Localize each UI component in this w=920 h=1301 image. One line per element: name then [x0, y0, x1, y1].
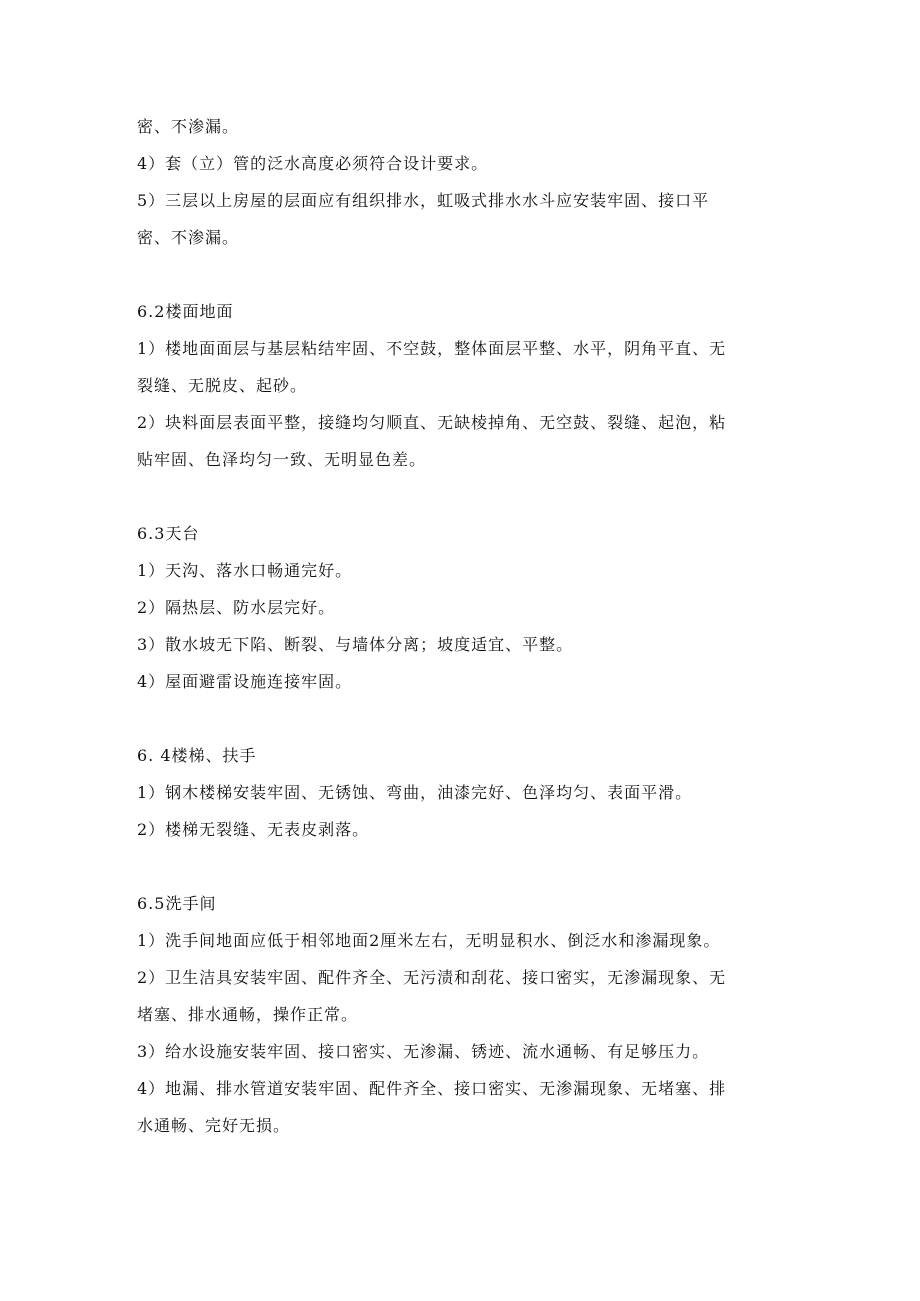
text-line: 2）卫生洁具安装牢固、配件齐全、无污渍和刮花、接口密实，无渗漏现象、无: [137, 968, 727, 987]
text-line: 3）给水设施安装牢固、接口密实、无渗漏、锈迹、流水通畅、有足够压力。: [137, 1042, 710, 1061]
text-line: 水通畅、完好无损。: [137, 1116, 291, 1135]
text-line: 4）套（立）管的泛水高度必须符合设计要求。: [137, 154, 489, 173]
section-heading: 6.2楼面地面: [137, 302, 234, 321]
text-line: 2）楼梯无裂缝、无表皮剥落。: [137, 820, 370, 839]
section-heading: 6. 4楼梯、扶手: [137, 746, 257, 765]
section-heading: 6.3天台: [137, 524, 200, 543]
text-line: 1）天沟、落水口畅通完好。: [137, 561, 353, 580]
text-line: 贴牢固、色泽均匀一致、无明显色差。: [137, 450, 427, 469]
text-line: 密、不渗漏。: [137, 117, 240, 136]
text-line: 裂缝、无脱皮、起砂。: [137, 376, 308, 395]
text-line: 1）洗手间地面应低于相邻地面2厘米左右，无明显积水、倒泛水和渗漏现象。: [137, 931, 721, 950]
text-line: 1）楼地面面层与基层粘结牢固、不空鼓，整体面层平整、水平，阴角平直、无: [137, 339, 727, 358]
text-line: 1）钢木楼梯安装牢固、无锈蚀、弯曲，油漆完好、色泽均匀、表面平滑。: [137, 783, 693, 802]
text-line: 3）散水坡无下陷、断裂、与墙体分离；坡度适宜、平整。: [137, 635, 574, 654]
text-line: 5）三层以上房屋的层面应有组织排水，虹吸式排水水斗应安装牢固、接口平: [137, 191, 710, 210]
text-line: 2）隔热层、防水层完好。: [137, 598, 336, 617]
text-line: 密、不渗漏。: [137, 228, 240, 247]
paragraph-gap: [137, 256, 787, 293]
paragraph-gap: [137, 700, 787, 737]
text-line: 4）屋面避雷设施连接牢固。: [137, 672, 353, 691]
document-page: [137, 108, 787, 1144]
text-line: 4）地漏、排水管道安装牢固、配件齐全、接口密实、无渗漏现象、无堵塞、排: [137, 1079, 727, 1098]
text-line: 堵塞、排水通畅，操作正常。: [137, 1005, 359, 1024]
section-heading: 6.5洗手间: [137, 894, 217, 913]
text-line: 2）块料面层表面平整，接缝均匀顺直、无缺棱掉角、无空鼓、裂缝、起泡，粘: [137, 413, 727, 432]
paragraph-gap: [137, 848, 787, 885]
paragraph-gap: [137, 478, 787, 515]
